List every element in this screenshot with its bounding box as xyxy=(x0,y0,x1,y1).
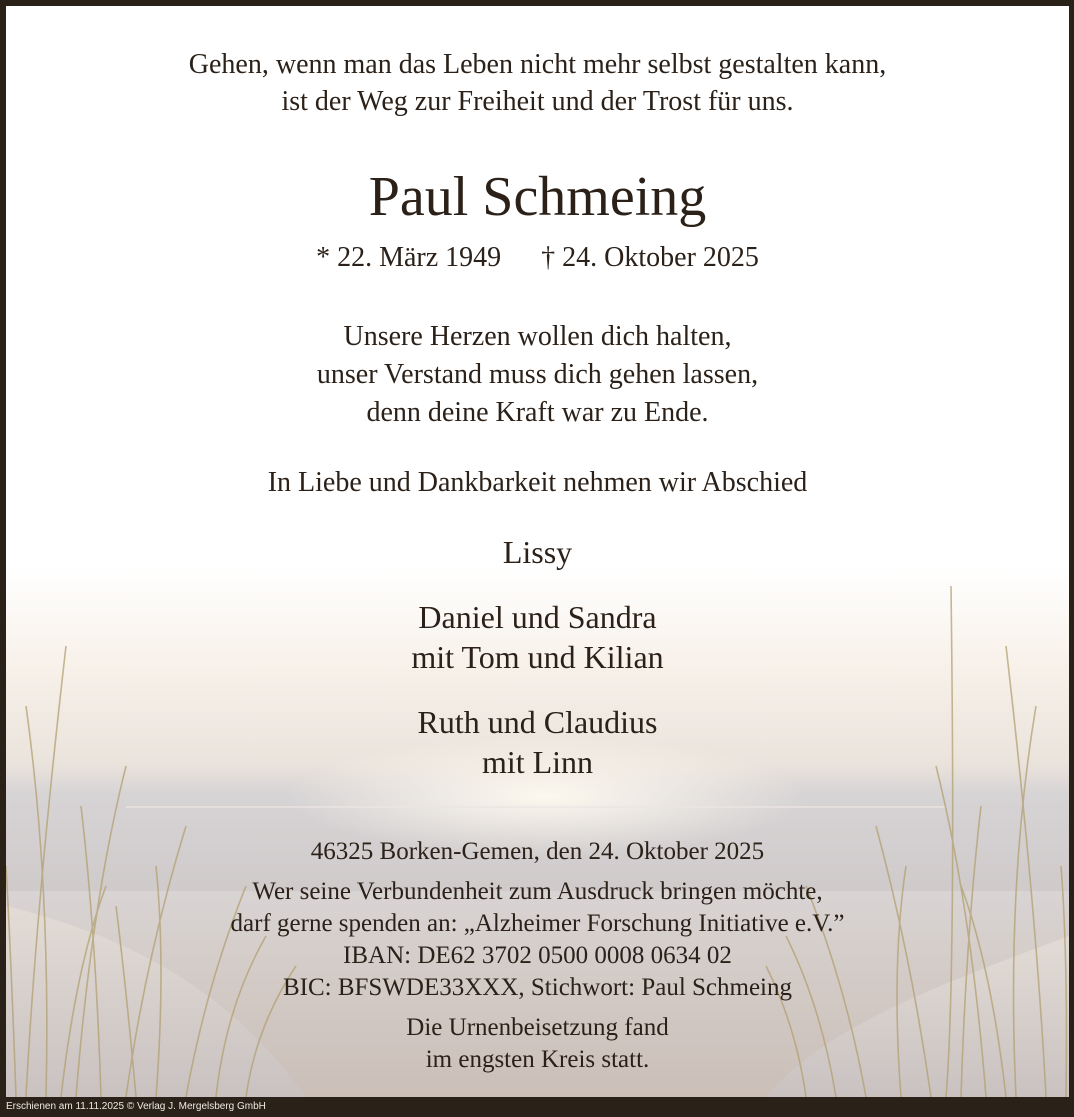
obituary-card xyxy=(6,6,1069,1097)
donation-line-1: Wer seine Verbundenheit zum Ausdruck bringen möchte, xyxy=(252,878,823,905)
verse-line-2: unser Verstand muss dich gehen lassen, xyxy=(316,359,759,390)
donation-line-2: darf gerne spenden an: „Alzheimer Forschung Initiative e.V.” xyxy=(230,910,845,937)
quote-line-1: Gehen, wenn man das Leben nicht mehr selbst gestalten kann, xyxy=(188,49,887,80)
death-date: † 24. Oktober 2025 xyxy=(541,242,759,273)
family-member-ruth-claudius: Ruth und Claudius xyxy=(417,704,658,740)
family-member-daniel-sandra: Daniel und Sandra xyxy=(418,599,657,635)
donation-iban: IBAN: DE62 3702 0500 0008 0634 02 xyxy=(343,942,732,969)
family-member-lissy: Lissy xyxy=(502,534,573,570)
publication-footer: Erschienen am 11.11.2025 © Verlag J. Mergelsberg GmbH xyxy=(6,1101,266,1112)
family-member-tom-kilian: mit Tom und Kilian xyxy=(411,639,664,675)
burial-line-2: im engsten Kreis statt. xyxy=(425,1046,650,1073)
life-dates xyxy=(6,238,1069,278)
verse-line-3: denn deine Kraft war zu Ende. xyxy=(366,397,709,428)
burial-line-1: Die Urnenbeisetzung fand xyxy=(406,1014,669,1041)
family-member-linn: mit Linn xyxy=(481,744,594,780)
quote-line-2: ist der Weg zur Freiheit und der Trost für uns. xyxy=(281,86,794,117)
place-and-date: 46325 Borken-Gemen, den 24. Oktober 2025 xyxy=(310,838,765,865)
verse-line-1: Unsere Herzen wollen dich halten, xyxy=(343,321,732,352)
farewell-line: In Liebe und Dankbarkeit nehmen wir Abschied xyxy=(267,467,808,498)
donation-bic: BIC: BFSWDE33XXX, Stichwort: Paul Schmeing xyxy=(282,974,793,1001)
deceased-name: Paul Schmeing xyxy=(368,166,707,228)
birth-date: * 22. März 1949 xyxy=(316,242,502,273)
